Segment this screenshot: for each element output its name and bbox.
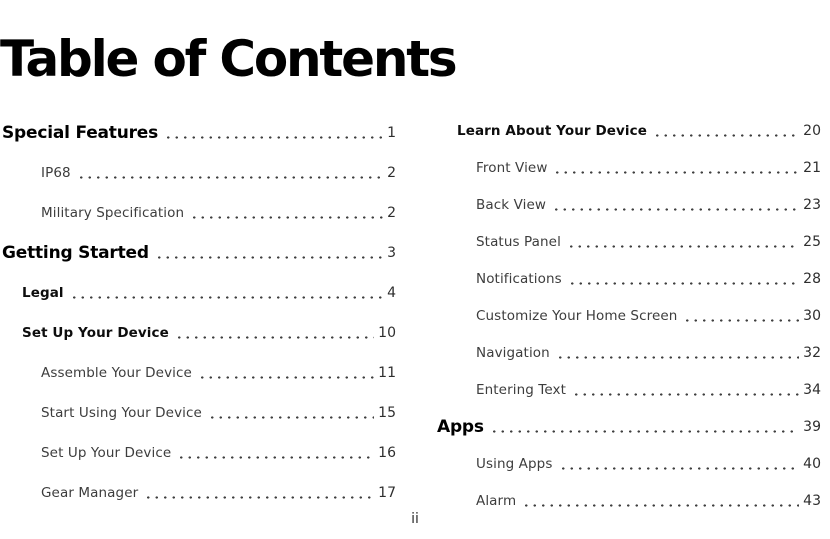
dot-leader [77, 153, 383, 193]
dot-leader [155, 233, 383, 273]
toc-entry-label: Apps [437, 416, 484, 437]
dot-leader [572, 371, 799, 408]
toc-entry-label: Notifications [476, 270, 562, 287]
dot-leader [144, 473, 374, 513]
toc-entry-label: Learn About Your Device [457, 122, 648, 139]
toc-entry-page-number: 4 [387, 285, 396, 301]
toc-entry-page-number: 11 [378, 365, 396, 381]
toc-entry[interactable] [437, 260, 821, 297]
toc-entry[interactable] [437, 297, 821, 334]
toc-entry-label: Legal [22, 285, 64, 301]
toc-entry[interactable] [437, 223, 821, 260]
dot-leader [552, 186, 799, 223]
toc-entry-page-number: 3 [387, 245, 396, 261]
toc-entry-page-number: 30 [803, 307, 821, 324]
toc-entry-label: Set Up Your Device [41, 445, 172, 461]
toc-entry[interactable] [2, 273, 396, 313]
toc-entry-page-number: 28 [803, 270, 821, 287]
toc-entry-page-number: 43 [803, 492, 821, 509]
toc-entry-label: Status Panel [476, 233, 561, 250]
toc-entry-page-number: 2 [387, 165, 396, 181]
toc-entry-page-number: 20 [803, 122, 821, 139]
dot-leader [568, 260, 799, 297]
toc-entry-page-number: 16 [378, 445, 396, 461]
dot-leader [653, 112, 799, 149]
toc-entry[interactable] [2, 433, 396, 473]
dot-leader [490, 408, 799, 445]
toc-entry-label: Front View [476, 159, 548, 176]
toc-entry-label: IP68 [41, 165, 71, 181]
toc-entry[interactable] [437, 149, 821, 186]
toc-entry-label: Back View [476, 196, 547, 213]
toc-entry[interactable] [437, 408, 821, 445]
dot-leader [164, 113, 383, 153]
toc-entry-label: Gear Manager [41, 485, 139, 501]
toc-entry[interactable] [2, 473, 396, 513]
dot-leader [556, 334, 799, 371]
toc-entry-label: Set Up Your Device [22, 325, 169, 341]
dot-leader [553, 149, 799, 186]
dot-leader [559, 445, 800, 482]
dot-leader [198, 353, 374, 393]
toc-entry-page-number: 21 [803, 159, 821, 176]
toc-entry-page-number: 17 [378, 485, 396, 501]
toc-entry-label: Using Apps [476, 455, 553, 472]
toc-entry-page-number: 1 [387, 125, 396, 141]
toc-column-left [2, 113, 396, 513]
toc-entry-label: Getting Started [2, 243, 149, 263]
dot-leader [175, 313, 374, 353]
toc-entry-page-number: 23 [803, 196, 821, 213]
toc-entry-page-number: 10 [378, 325, 396, 341]
toc-entry[interactable] [2, 153, 396, 193]
toc-entry-page-number: 40 [803, 455, 821, 472]
dot-leader [683, 297, 799, 334]
dot-leader [177, 433, 374, 473]
toc-entry[interactable] [437, 186, 821, 223]
toc-entry[interactable] [437, 334, 821, 371]
toc-column-right [437, 112, 821, 519]
toc-entry-label: Special Features [2, 123, 159, 143]
toc-entry[interactable] [2, 233, 396, 273]
toc-entry-label: Entering Text [476, 381, 567, 398]
toc-entry-page-number: 34 [803, 381, 821, 398]
dot-leader [208, 393, 374, 433]
toc-entry[interactable] [437, 371, 821, 408]
folio-page-number: ii [411, 511, 419, 527]
toc-entry-label: Assemble Your Device [41, 365, 192, 381]
toc-entry-label: Customize Your Home Screen [476, 307, 678, 324]
toc-entry-page-number: 32 [803, 344, 821, 361]
toc-entry[interactable] [437, 445, 821, 482]
toc-entry-label: Navigation [476, 344, 550, 361]
toc-entry-page-number: 15 [378, 405, 396, 421]
toc-entry-page-number: 39 [803, 418, 821, 435]
toc-entry[interactable] [2, 313, 396, 353]
toc-entry[interactable] [437, 112, 821, 149]
toc-entry-page-number: 25 [803, 233, 821, 250]
toc-entry-label: Start Using Your Device [41, 405, 202, 421]
toc-entry[interactable] [2, 113, 396, 153]
toc-entry[interactable] [2, 193, 396, 233]
toc-entry[interactable] [2, 393, 396, 433]
dot-leader [190, 193, 383, 233]
toc-entry-label: Military Specification [41, 205, 185, 221]
toc-entry-page-number: 2 [387, 205, 396, 221]
dot-leader [567, 223, 799, 260]
toc-entry-label: Alarm [476, 492, 517, 509]
dot-leader [70, 273, 383, 313]
page-title: Table of Contents [0, 29, 456, 88]
toc-entry[interactable] [2, 353, 396, 393]
